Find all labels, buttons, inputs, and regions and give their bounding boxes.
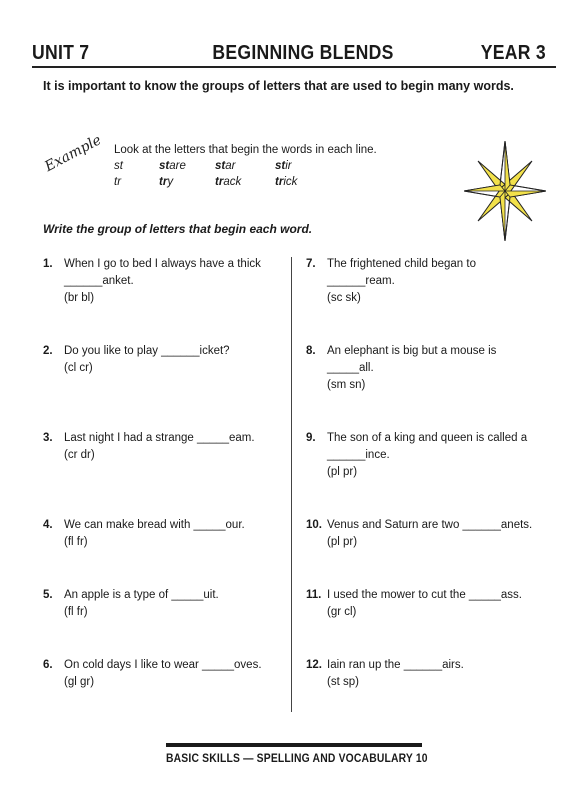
compass-star-icon xyxy=(464,141,546,241)
example-word: stir xyxy=(275,160,292,172)
header-rule xyxy=(32,66,556,68)
question-number: 3. xyxy=(43,432,53,444)
year-label: YEAR 3 xyxy=(480,42,546,64)
question-number: 9. xyxy=(306,432,316,444)
question-text[interactable]: Venus and Saturn are two ______anets. xyxy=(327,519,533,531)
example-word: trick xyxy=(275,176,298,188)
example-blend: st xyxy=(114,160,123,172)
page-header xyxy=(32,42,546,68)
answer-options: (pl pr) xyxy=(327,536,358,548)
example-word: stare xyxy=(159,160,186,172)
question-text: The son of a king and queen is called a xyxy=(327,432,528,444)
answer-options: (fl fr) xyxy=(64,536,88,548)
question-text[interactable]: I used the mower to cut the _____ass. xyxy=(327,589,522,601)
question-text: The frightened child began to xyxy=(327,258,476,270)
question-text: An elephant is big but a mouse is xyxy=(327,345,497,357)
question-number: 8. xyxy=(306,345,316,357)
answer-options: (br bl) xyxy=(64,292,95,304)
answer-options: (sc sk) xyxy=(327,292,361,304)
question-number: 12. xyxy=(306,659,322,671)
example-word: track xyxy=(215,176,242,188)
question-number: 4. xyxy=(43,519,53,531)
example-grid xyxy=(114,160,334,192)
example-row xyxy=(114,176,334,192)
answer-options: (fl fr) xyxy=(64,606,88,618)
answer-options: (gl gr) xyxy=(64,676,95,688)
question-text: When I go to bed I always have a thick xyxy=(64,258,261,270)
example-instruction: Look at the letters that begin the words in each line. xyxy=(114,144,377,156)
question-text[interactable]: We can make bread with _____our. xyxy=(64,519,245,531)
example-word: star xyxy=(215,160,236,172)
question-text[interactable]: Do you like to play ______icket? xyxy=(64,345,230,357)
example-row xyxy=(114,160,334,176)
question-text[interactable]: Last night I had a strange _____eam. xyxy=(64,432,255,444)
task-instruction: Write the group of letters that begin each word. xyxy=(43,222,313,236)
question-number: 5. xyxy=(43,589,53,601)
example-blend: tr xyxy=(114,176,122,188)
unit-label: UNIT 7 xyxy=(32,42,90,64)
question-number: 6. xyxy=(43,659,53,671)
intro-text: It is important to know the groups of letters that are used to begin many words. xyxy=(43,79,514,93)
column-divider xyxy=(291,257,292,712)
answer-options: (cr dr) xyxy=(64,449,95,461)
answer-options: (cl cr) xyxy=(64,362,93,374)
page-title: BEGINNING BLENDS xyxy=(212,42,394,64)
example-word: try xyxy=(159,176,174,188)
question-text[interactable]: Iain ran up the ______airs. xyxy=(327,659,464,671)
footer-rule xyxy=(166,743,422,747)
question-number: 10. xyxy=(306,519,322,531)
question-number: 2. xyxy=(43,345,53,357)
answer-options: (st sp) xyxy=(327,676,359,688)
page-footer: BASIC SKILLS — SPELLING AND VOCABULARY 10 xyxy=(166,753,428,765)
answer-blank[interactable]: ______ream. xyxy=(327,275,395,287)
question-number: 11. xyxy=(306,589,322,601)
question-text[interactable]: On cold days I like to wear _____oves. xyxy=(64,659,262,671)
answer-options: (gr cl) xyxy=(327,606,357,618)
answer-blank[interactable]: _____all. xyxy=(327,362,374,374)
question-text[interactable]: An apple is a type of _____uit. xyxy=(64,589,219,601)
answer-blank[interactable]: ______anket. xyxy=(64,275,134,287)
question-number: 1. xyxy=(43,258,53,270)
answer-blank[interactable]: ______ince. xyxy=(327,449,390,461)
question-number: 7. xyxy=(306,258,316,270)
answer-options: (pl pr) xyxy=(327,466,358,478)
answer-options: (sm sn) xyxy=(327,379,366,391)
example-label: Example xyxy=(42,132,105,176)
